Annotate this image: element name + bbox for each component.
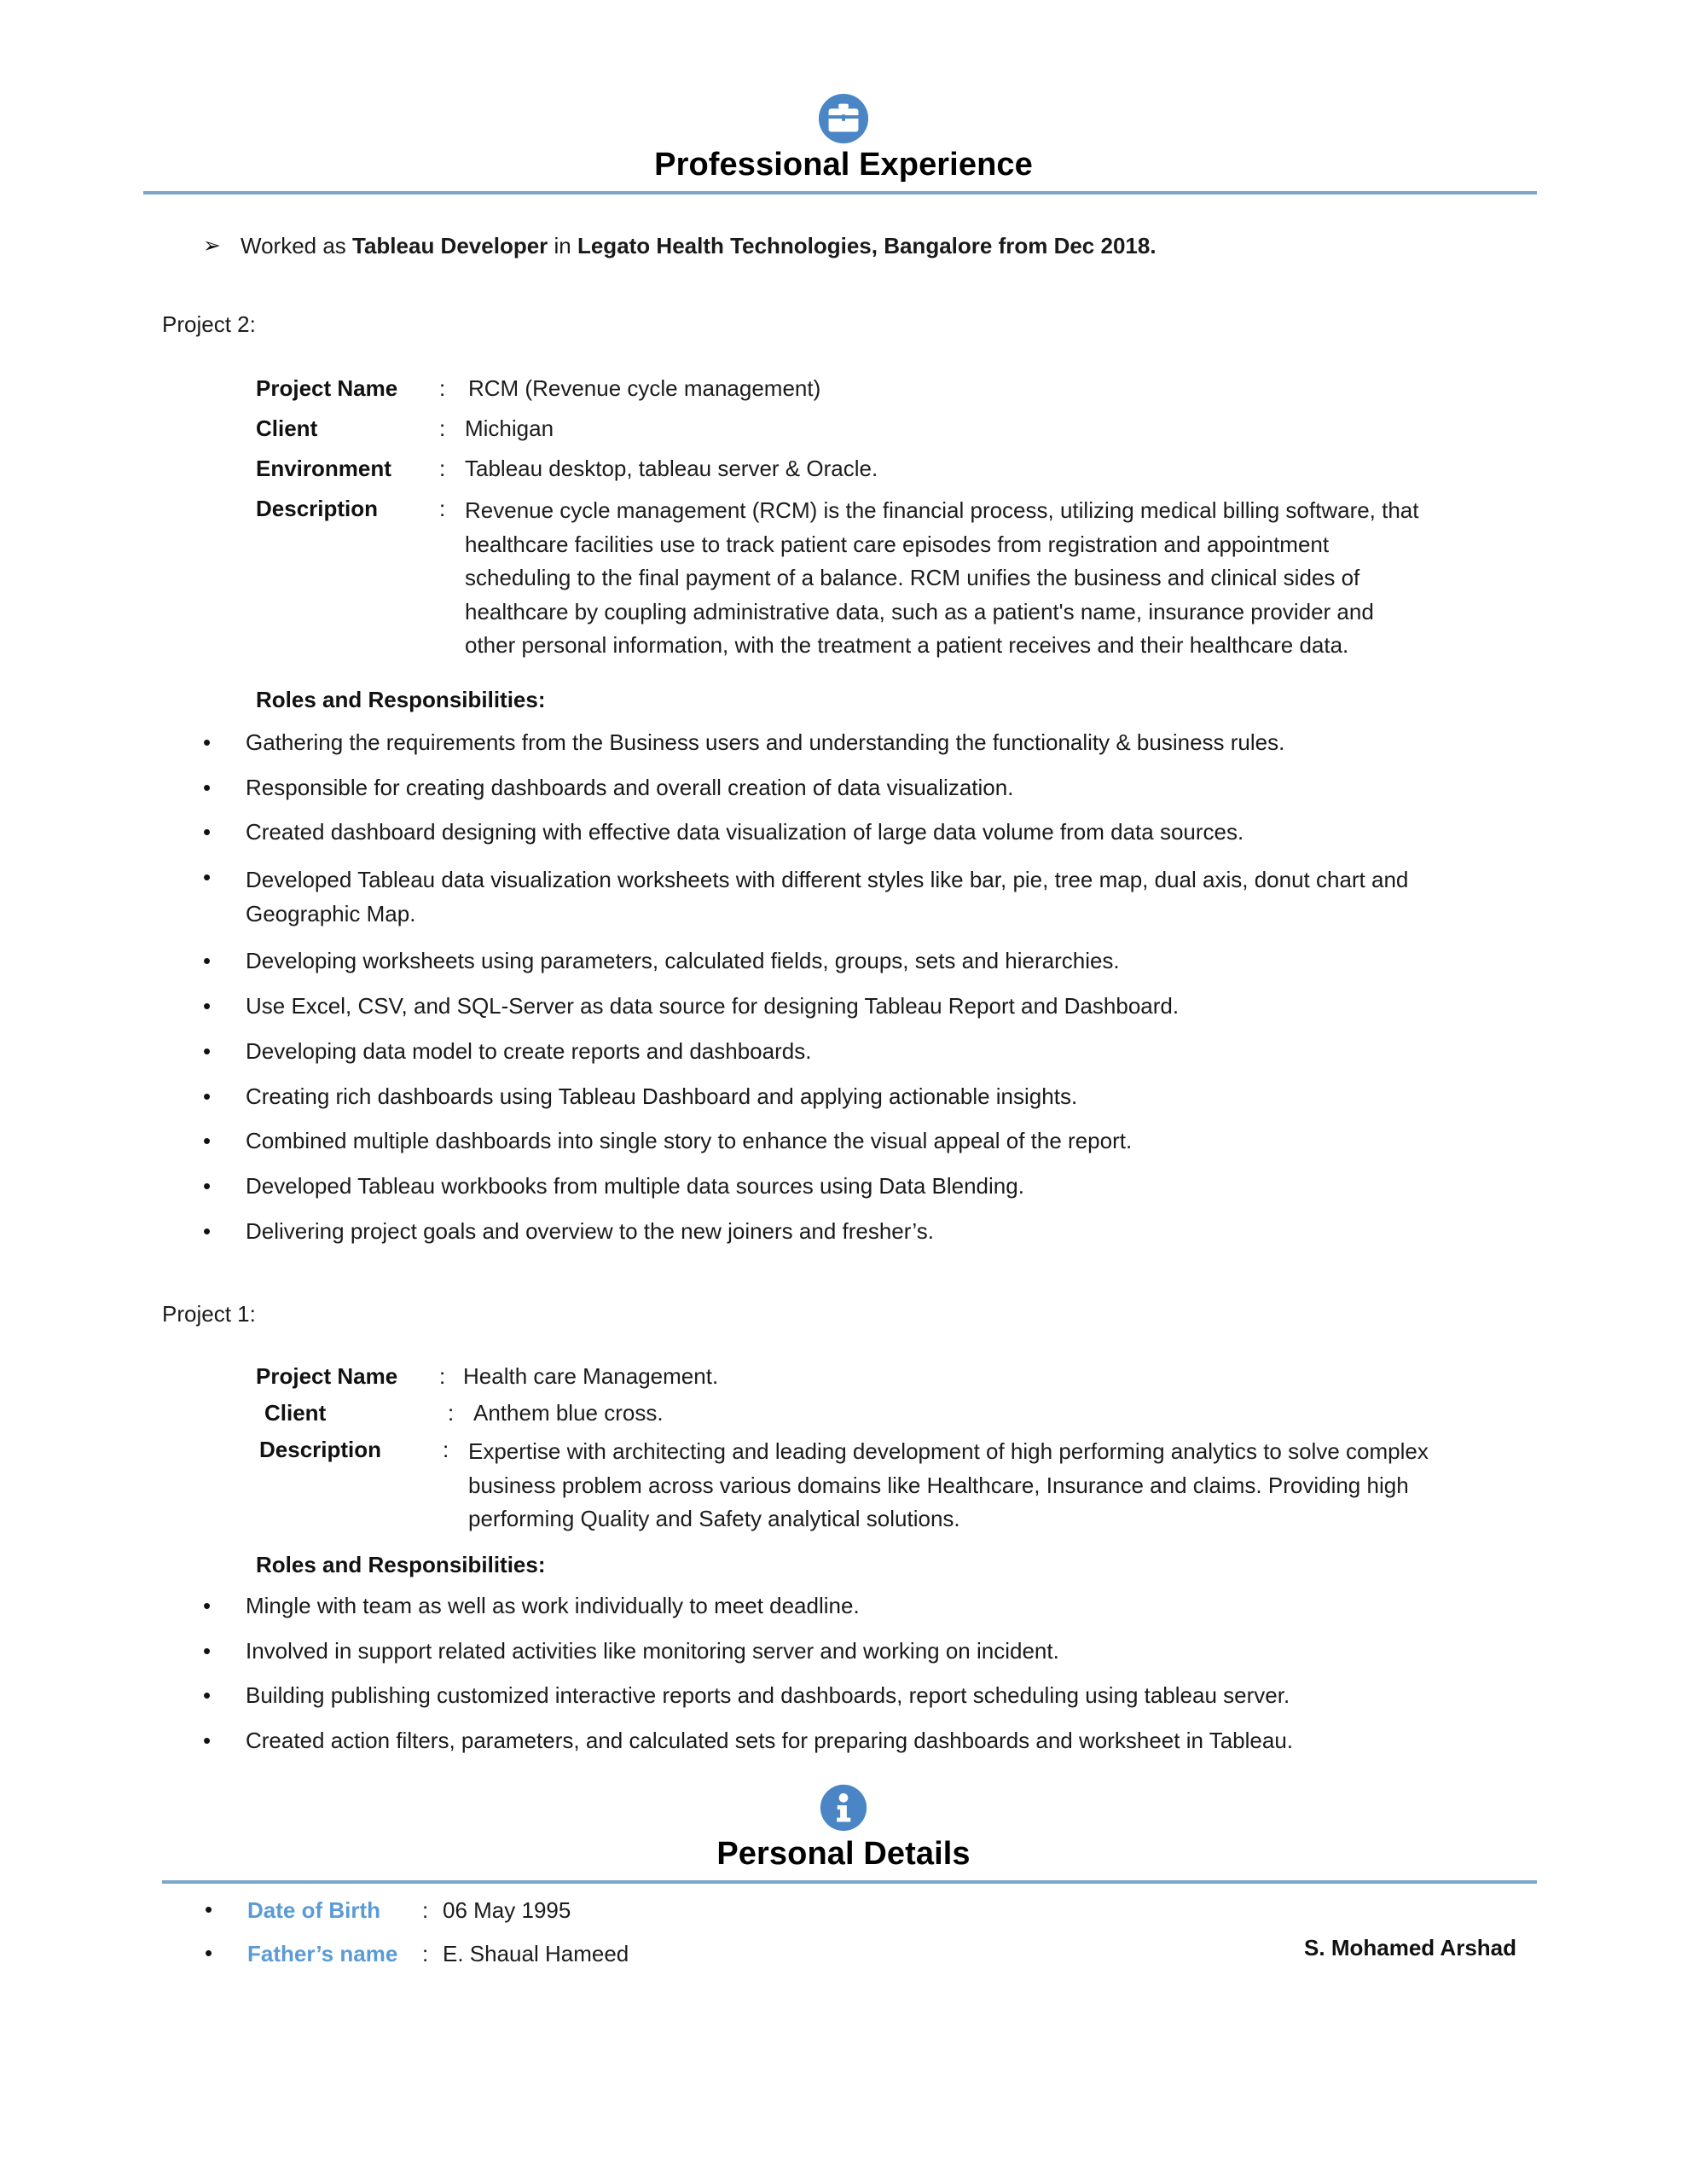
page-title: Professional Experience bbox=[654, 147, 1033, 183]
dot-bullet-icon: • bbox=[203, 1128, 212, 1154]
dot-bullet-icon: • bbox=[203, 1637, 212, 1664]
detail-row bbox=[256, 374, 1612, 404]
list-item-text: Use Excel, CSV, and SQL-Server as data source for designing Tableau Report and Dashboard. bbox=[246, 993, 1180, 1019]
detail-key: Client bbox=[264, 1400, 327, 1426]
dot-bullet-icon: • bbox=[203, 993, 212, 1019]
detail-row bbox=[256, 414, 1612, 444]
list-item bbox=[205, 1896, 1569, 1926]
list-item-text: Gathering the requirements from the Business users and understanding the functionality & business rules. bbox=[246, 729, 1285, 755]
project-2-details bbox=[162, 374, 1612, 713]
list-item bbox=[203, 818, 1612, 847]
section-divider bbox=[162, 1880, 1537, 1884]
dot-bullet-icon: • bbox=[203, 864, 212, 891]
project-2-roles-list bbox=[162, 729, 1612, 1246]
intro-role: Tableau Developer bbox=[352, 233, 548, 258]
project-1-block bbox=[162, 1301, 1612, 1756]
professional-experience-header bbox=[0, 92, 1687, 195]
detail-row bbox=[256, 1435, 1612, 1536]
detail-key: Project Name bbox=[256, 1363, 398, 1389]
dot-bullet-icon: • bbox=[203, 774, 212, 800]
list-item bbox=[203, 1172, 1612, 1201]
father-name-value: E. Shaual Hameed bbox=[443, 1941, 629, 1967]
dot-bullet-icon: • bbox=[203, 1173, 212, 1199]
list-item-text: Created dashboard designing with effective data visualization of large data volume from data sources. bbox=[246, 819, 1244, 845]
detail-key: Description bbox=[256, 496, 379, 522]
detail-key: Environment bbox=[256, 456, 391, 482]
list-item bbox=[203, 1127, 1612, 1156]
detail-value: RCM (Revenue cycle management) bbox=[468, 375, 821, 401]
list-item bbox=[203, 992, 1612, 1021]
project-1-roles-list bbox=[162, 1592, 1612, 1756]
detail-row bbox=[256, 494, 1612, 663]
dot-bullet-icon: • bbox=[203, 1728, 212, 1754]
detail-colon: : bbox=[443, 1437, 449, 1463]
detail-colon: : bbox=[439, 1363, 446, 1389]
info-icon bbox=[817, 1781, 870, 1834]
signature-name: S. Mohamed Arshad bbox=[1304, 1935, 1516, 1960]
detail-row bbox=[256, 1398, 1612, 1428]
detail-colon: : bbox=[439, 375, 446, 401]
list-item bbox=[203, 863, 1612, 931]
detail-row bbox=[256, 1362, 1612, 1391]
list-item-text: Responsible for creating dashboards and overall creation of data visualization. bbox=[246, 774, 1014, 800]
project-1-heading: Project 1: bbox=[162, 1301, 256, 1327]
dot-bullet-icon: • bbox=[203, 1037, 212, 1064]
father-name-colon: : bbox=[422, 1941, 429, 1967]
list-item-text: Involved in support related activities like monitoring server and working on incident. bbox=[246, 1637, 1059, 1664]
father-name-label: Father’s name bbox=[247, 1941, 398, 1967]
roles-heading: Roles and Responsibilities: bbox=[256, 1551, 546, 1577]
list-item bbox=[203, 1083, 1612, 1112]
list-item bbox=[203, 1592, 1612, 1621]
experience-intro-text bbox=[241, 232, 1157, 261]
detail-colon: : bbox=[439, 415, 446, 442]
dot-bullet-icon: • bbox=[205, 1940, 213, 1966]
roles-heading: Roles and Responsibilities: bbox=[256, 686, 546, 712]
project-2-block bbox=[162, 311, 1612, 1246]
detail-key: Client bbox=[256, 415, 318, 442]
detail-value: Anthem blue cross. bbox=[473, 1400, 664, 1426]
dot-bullet-icon: • bbox=[203, 1592, 212, 1618]
project-2-heading: Project 2: bbox=[162, 311, 256, 337]
list-item bbox=[203, 1037, 1612, 1066]
list-item bbox=[203, 1682, 1612, 1711]
list-item-text: Developing data model to create reports and dashboards. bbox=[246, 1037, 812, 1064]
detail-colon: : bbox=[439, 456, 446, 482]
dot-bullet-icon: • bbox=[203, 948, 212, 974]
dob-colon: : bbox=[422, 1897, 429, 1923]
project-1-details bbox=[162, 1362, 1612, 1578]
detail-value: Revenue cycle management (RCM) is the financial process, utilizing medical billing software, that healthcare facilities use to track patient care episodes from registration and appointment scheduling to the final payment of a balance. RCM unifies the business and clinical sides of healthcare by coupling administrative data, such as a patient's name, insurance provider and other personal information, with the treatment a patient receives and their healthcare data. bbox=[465, 497, 1419, 659]
intro-prefix: Worked as bbox=[241, 233, 353, 258]
list-item bbox=[203, 1637, 1612, 1666]
list-item-text: Building publishing customized interactive reports and dashboards, report scheduling using tableau server. bbox=[246, 1682, 1290, 1709]
list-item-text: Delivering project goals and overview to the new joiners and fresher’s. bbox=[246, 1218, 934, 1245]
personal-details-header bbox=[0, 1781, 1687, 1884]
detail-value: Health care Management. bbox=[463, 1363, 719, 1389]
list-item-text: Developed Tableau workbooks from multiple data sources using Data Blending. bbox=[246, 1173, 1024, 1199]
personal-details-title: Personal Details bbox=[716, 1836, 971, 1872]
list-item bbox=[203, 774, 1612, 803]
detail-row bbox=[256, 454, 1612, 484]
detail-value: Michigan bbox=[465, 415, 554, 442]
list-item-text: Mingle with team as well as work individually to meet deadline. bbox=[246, 1592, 860, 1618]
dot-bullet-icon: • bbox=[205, 1896, 213, 1922]
dob-value: 06 May 1995 bbox=[443, 1897, 571, 1923]
dot-bullet-icon: • bbox=[203, 1083, 212, 1109]
dot-bullet-icon: • bbox=[203, 819, 212, 845]
dob-label: Date of Birth bbox=[247, 1897, 380, 1923]
dot-bullet-icon: • bbox=[203, 1218, 212, 1245]
detail-colon: : bbox=[439, 496, 446, 522]
section-divider bbox=[143, 191, 1537, 195]
briefcase-icon bbox=[817, 92, 870, 145]
list-item bbox=[203, 1217, 1612, 1246]
list-item-text: Combined multiple dashboards into single story to enhance the visual appeal of the report. bbox=[246, 1128, 1133, 1154]
detail-colon: : bbox=[448, 1400, 455, 1426]
list-item bbox=[203, 729, 1612, 758]
detail-key: Project Name bbox=[256, 375, 398, 401]
arrow-bullet-icon: ➢ bbox=[203, 234, 221, 258]
intro-middle: in bbox=[548, 233, 577, 258]
list-item-text: Developing worksheets using parameters, calculated fields, groups, sets and hierarchies. bbox=[246, 948, 1120, 974]
list-item bbox=[203, 1727, 1612, 1756]
intro-company: Legato Health Technologies, Bangalore from Dec 2018. bbox=[577, 233, 1157, 258]
dot-bullet-icon: • bbox=[203, 1682, 212, 1709]
detail-value: Tableau desktop, tableau server & Oracle. bbox=[465, 456, 878, 482]
list-item-text: Created action filters, parameters, and calculated sets for preparing dashboards and worksheet in Tableau. bbox=[246, 1728, 1294, 1754]
list-item bbox=[203, 947, 1612, 976]
experience-intro-row bbox=[203, 232, 1568, 261]
list-item-text: Creating rich dashboards using Tableau Dashboard and applying actionable insights. bbox=[246, 1083, 1078, 1109]
list-item-text: Developed Tableau data visualization worksheets with different styles like bar, pie, tree map, dual axis, donut chart and Geographic Map. bbox=[246, 867, 1409, 926]
detail-key: Description bbox=[259, 1437, 382, 1463]
dot-bullet-icon: • bbox=[203, 729, 212, 755]
detail-value: Expertise with architecting and leading development of high performing analytics to solve complex business problem across various domains like Healthcare, Insurance and claims. Providing high performing Quality and Safety analytical solutions. bbox=[468, 1438, 1429, 1532]
